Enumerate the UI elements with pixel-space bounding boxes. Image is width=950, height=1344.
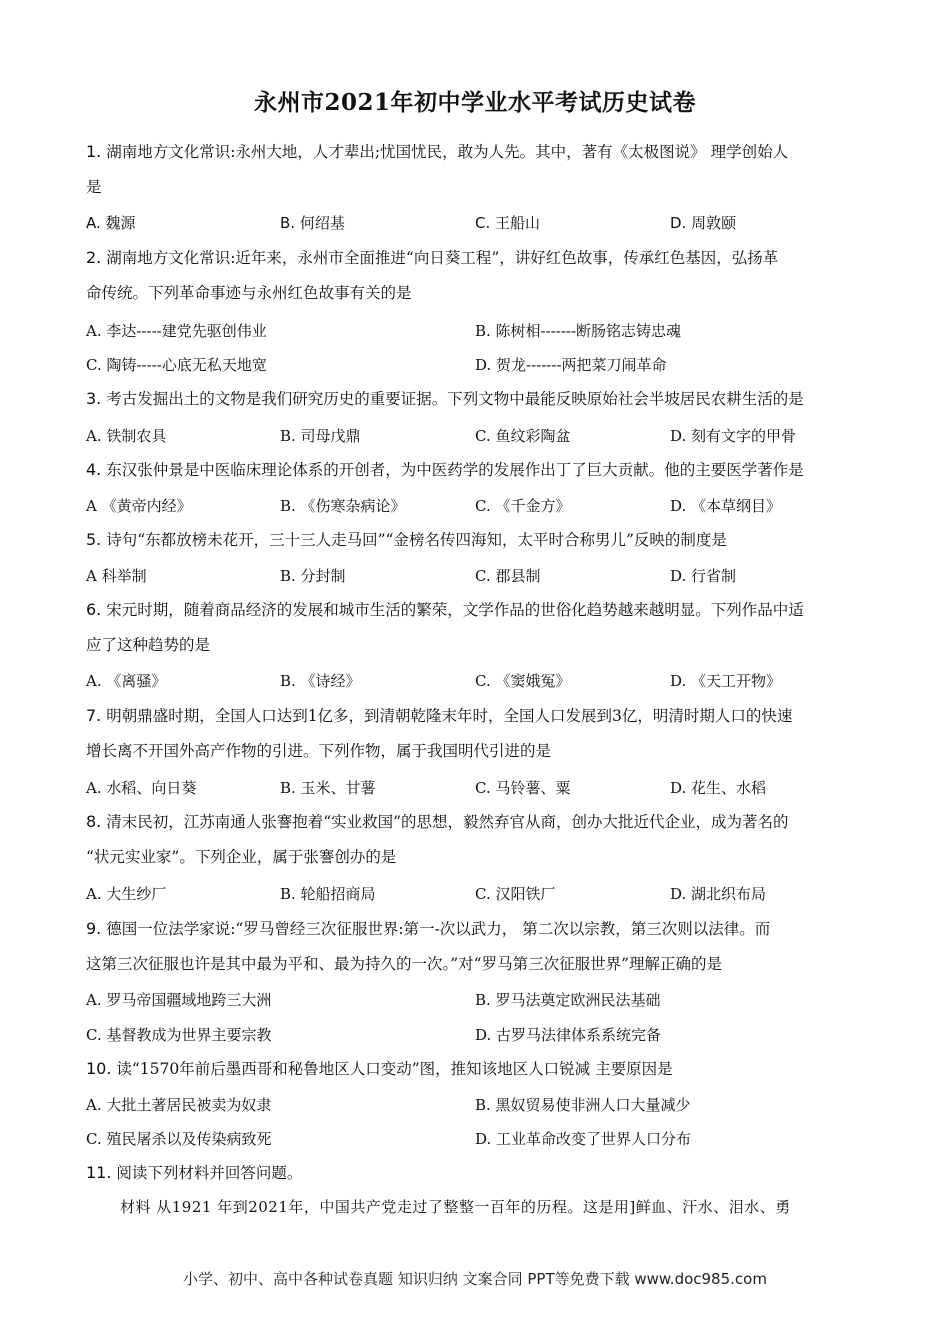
question-10: [86, 1051, 876, 1087]
option-d: D. 贺龙-------两把菜刀闹革命: [475, 356, 667, 374]
option-a: A. 《离骚》: [86, 672, 167, 690]
question-number: 10.: [86, 1059, 112, 1078]
option-a: A. 李达-----建党先驱创伟业: [86, 322, 267, 340]
question-9-options-row-2: [86, 1024, 876, 1054]
option-c: C. 鱼纹彩陶盆: [475, 427, 571, 445]
option-a: A 科举制: [86, 567, 147, 585]
option-b: B. 《诗经》: [280, 672, 361, 690]
option-c: C. 《窦娥冤》: [475, 672, 571, 690]
option-a: A. 魏源: [86, 214, 136, 232]
question-number: 3.: [86, 389, 102, 408]
question-number: 6.: [86, 600, 102, 619]
page-title: 永州市2021年初中学业水平考试历史试卷: [253, 89, 696, 116]
question-number: 2.: [86, 248, 102, 267]
question-text-continued: “状元实业家”。下列企业，属于张謇创办的是: [86, 848, 397, 866]
option-d: D. 周敦颐: [670, 214, 737, 232]
question-number: 1.: [86, 142, 102, 161]
option-c: C. 王船山: [475, 214, 541, 232]
option-d: D. 行省制: [670, 567, 737, 585]
question-number: 5.: [86, 530, 102, 549]
option-a: A. 铁制农具: [86, 427, 167, 445]
question-text-continued: 这第三次征服也许是其中最为平和、最为持久的一次。”对“罗马第三次征服世界”理解正确的是: [86, 955, 723, 973]
option-d: D. 刻有文字的甲骨: [670, 427, 797, 445]
option-d: D. 古罗马法律体系系统完备: [475, 1026, 662, 1044]
option-c: C. 汉阳铁厂: [475, 885, 556, 903]
option-a: A. 大生纱厂: [86, 885, 167, 903]
option-d: D. 《天工开物》: [670, 672, 782, 690]
question-text: 读“1570年前后墨西哥和秘鲁地区人口变动”图，推知该地区人口锐减 主要原因是: [111, 1060, 673, 1078]
option-c: C. 《千金方》: [475, 497, 571, 515]
question-9: [86, 911, 876, 982]
question-6: [86, 592, 876, 663]
question-7-options: [86, 777, 876, 807]
option-b: B. 何绍基: [280, 214, 345, 232]
question-10-options-row-2: [86, 1128, 876, 1158]
question-text-continued: 应了这种趋势的是: [86, 636, 211, 654]
option-b: B. 司母戊鼎: [280, 427, 361, 445]
question-8-options: [86, 883, 876, 913]
question-text: 清末民初，江苏南通人张謇抱着“实业救国”的思想，毅然弃官从商，创办大批近代企业，成为著名的: [101, 813, 789, 831]
question-text: 诗句“东都放榜未花开，三十三人走马回”“金榜名传四海知，太平时合称男儿”反映的制度是: [101, 531, 727, 549]
option-a: A 《黄帝内经》: [86, 497, 192, 515]
question-1-options: [86, 212, 876, 242]
question-text-continued: 命传统。下列革命事迹与永州红色故事有关的是: [86, 284, 412, 302]
question-text: 宋元时期，随着商品经济的发展和城市生活的繁荣，文学作品的世俗化趋势越来越明显。下列作品中适: [101, 601, 804, 619]
option-b: B. 分封制: [280, 567, 346, 585]
option-b: B. 《伤寒杂病论》: [280, 497, 406, 515]
option-d: D. 工业革命改变了世界人口分布: [475, 1130, 692, 1148]
question-11: [86, 1155, 876, 1191]
question-4-options: [86, 495, 876, 525]
question-8: [86, 804, 876, 875]
question-1: [86, 134, 876, 205]
question-number: 4.: [86, 460, 102, 479]
question-number: 9.: [86, 919, 102, 938]
option-a: A. 水稻、向日葵: [86, 779, 197, 797]
question-number: 7.: [86, 706, 102, 725]
option-c: C. 殖民屠杀以及传染病致死: [86, 1130, 272, 1148]
option-c: C. 陶铸-----心底无私天地宽: [86, 356, 267, 374]
option-d: D. 《本草纲目》: [670, 497, 782, 515]
question-3-options: [86, 425, 876, 455]
question-6-options: [86, 670, 876, 700]
question-text-continued: 是: [86, 178, 102, 196]
option-d: D. 湖北织布局: [670, 885, 767, 903]
question-2-options-row-1: [86, 320, 876, 350]
material-text: 材料 从1921 年到2021年，中国共产党走过了整整一百年的历程。这是用]鲜血、汗水、泪水、勇: [120, 1198, 791, 1216]
question-text-continued: 增长离不开国外高产作物的引进。下列作物，属于我国明代引进的是: [86, 742, 552, 760]
option-c: C. 郡县制: [475, 567, 541, 585]
question-text: 湖南地方文化常识:近年来，永州市全面推进“向日葵工程”，讲好红色故事，传承红色基因，弘扬革: [101, 249, 779, 267]
question-text: 东汉张仲景是中医临床理论体系的开创者，为中医药学的发展作出丁了巨大贡献。他的主要医学著作是: [101, 461, 804, 479]
question-10-options-row-1: [86, 1094, 876, 1124]
question-4: [86, 452, 876, 488]
option-b: B. 玉米、甘薯: [280, 779, 376, 797]
question-text: 明朝鼎盛时期，全国人口达到1亿多，到清朝乾隆末年时，全国人口发展到3亿，明清时期人口的快速: [101, 707, 793, 725]
question-number: 8.: [86, 812, 102, 831]
question-text: 阅读下列材料并回答问题。: [111, 1164, 303, 1182]
question-2-options-row-2: [86, 354, 876, 384]
footer-watermark: 小学、初中、高中各种试卷真题 知识归纳 文案合同 PPT等免费下载 www.doc985.com: [183, 1270, 767, 1288]
option-b: B. 轮船招商局: [280, 885, 376, 903]
question-2: [86, 240, 876, 311]
option-a: A. 大批土著居民被卖为奴隶: [86, 1096, 272, 1114]
question-number: 11.: [86, 1163, 112, 1182]
option-d: D. 花生、水稻: [670, 779, 767, 797]
question-9-options-row-1: [86, 989, 876, 1019]
question-text: 考古发掘出土的文物是我们研究历史的重要证据。下列文物中最能反映原始社会半坡居民农耕生活的是: [101, 390, 804, 408]
question-3: [86, 381, 876, 417]
option-b: B. 罗马法奠定欧洲民法基础: [475, 991, 661, 1009]
question-7: [86, 698, 876, 769]
option-b: B. 黑奴贸易使非洲人口大量减少: [475, 1096, 691, 1114]
question-text: 德国一位法学家说:“罗马曾经三次征服世界:第一-次以武力， 第二次以宗教，第三次则以法律。而: [101, 920, 771, 938]
question-5: [86, 522, 876, 558]
question-text: 湖南地方文化常识:永州大地，人才辈出;忧国忧民，敢为人先。其中，著有《太极图说》 理学创始人: [101, 143, 789, 161]
option-c: C. 基督教成为世界主要宗教: [86, 1026, 272, 1044]
option-c: C. 马铃薯、粟: [475, 779, 571, 797]
option-b: B. 陈树相-------断肠铭志铸忠魂: [475, 322, 682, 340]
question-5-options: [86, 565, 876, 595]
option-a: A. 罗马帝国疆域地跨三大洲: [86, 991, 272, 1009]
